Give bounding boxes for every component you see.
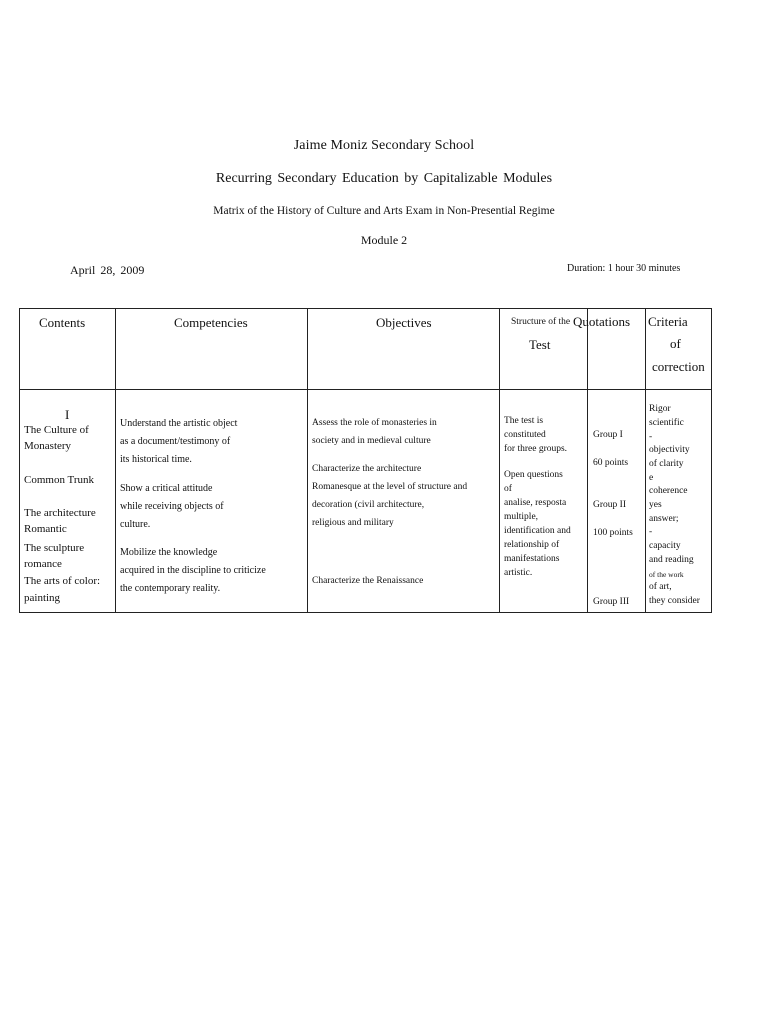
criteria-line: of the work — [649, 570, 684, 579]
criteria-line: capacity — [649, 541, 681, 551]
contents-line: Common Trunk — [24, 474, 94, 486]
criteria-line: coherence — [649, 486, 688, 496]
competencies-line: its historical time. — [120, 454, 192, 465]
exam-date: April 28, 2009 — [70, 263, 145, 277]
module-label: Module 2 — [360, 233, 408, 247]
objectives-line: decoration (civil architecture, — [312, 500, 425, 510]
contents-cell — [20, 390, 116, 613]
criteria-line: of art, — [649, 582, 672, 592]
quotations-line: 60 points — [593, 458, 629, 468]
header-objectives — [308, 309, 500, 390]
exam-matrix-table — [19, 308, 712, 613]
contents-line: The architecture — [24, 507, 96, 519]
exam-duration: Duration: 1 hour 30 minutes — [567, 263, 681, 274]
criteria-line: - — [649, 432, 653, 442]
structure-line: of — [504, 484, 512, 494]
objectives-line: religious and military — [312, 518, 394, 528]
objectives-line: Characterize the Renaissance — [312, 576, 424, 586]
structure-line: analise, resposta — [504, 498, 567, 508]
table-row — [20, 390, 712, 613]
contents-line: painting — [24, 592, 61, 604]
contents-line: Romantic — [24, 523, 67, 535]
competencies-line: as a document/testimony of — [120, 436, 231, 447]
competencies-line: the contemporary reality. — [120, 583, 221, 594]
quotations-line: Group I — [593, 430, 623, 440]
contents-line: The Culture of — [24, 424, 89, 436]
quotations-line: Group III — [593, 597, 630, 607]
objectives-line: Characterize the architecture — [312, 464, 422, 474]
contents-line: The arts of color: — [24, 575, 101, 587]
header-structure-test: Test — [529, 337, 551, 352]
criteria-line: and reading — [649, 555, 694, 565]
objectives-line: society and in medieval culture — [312, 436, 431, 446]
structure-line: identification and — [504, 526, 571, 536]
header-contents — [20, 309, 116, 390]
structure-cell — [500, 390, 588, 613]
quotations-line: 100 points — [593, 528, 633, 538]
structure-line: constituted — [504, 430, 546, 440]
header-quotations — [573, 309, 646, 390]
header-objectives-label: Objectives — [376, 315, 432, 330]
structure-line: The test is — [504, 416, 544, 426]
competencies-line: acquired in the discipline to criticize — [120, 565, 266, 576]
criteria-line: e — [649, 473, 654, 483]
competencies-line: Understand the artistic object — [120, 418, 238, 429]
objectives-line: Assess the role of monasteries in — [312, 418, 437, 428]
criteria-line: yes — [649, 500, 662, 510]
criteria-line: - — [649, 527, 653, 537]
matrix-title: Matrix of the History of Culture and Arts Exam in Non-Presential Regime — [213, 205, 555, 217]
structure-line: for three groups. — [504, 444, 568, 454]
criteria-line: they consider — [649, 596, 700, 606]
contents-line: romance — [24, 558, 62, 570]
quotations-cell — [588, 390, 646, 613]
criteria-line: objectivity — [649, 445, 690, 455]
header-competencies-label: Competencies — [174, 315, 248, 330]
header-criteria-1: Criteria — [648, 314, 688, 329]
competencies-line: Mobilize the knowledge — [120, 547, 218, 558]
objectives-cell — [308, 390, 500, 613]
competencies-cell — [116, 390, 308, 613]
table-header-row — [20, 309, 712, 390]
competencies-line: Show a critical attitude — [120, 483, 213, 494]
contents-line: Monastery — [24, 440, 72, 452]
header-competencies — [116, 309, 308, 390]
header-criteria-2: of — [670, 336, 681, 351]
objectives-line: Romanesque at the level of structure and — [312, 482, 468, 492]
structure-line: Open questions — [504, 470, 563, 480]
header-contents-label: Contents — [39, 315, 86, 330]
program-subtitle: Recurring Secondary Education by Capitalizable Modules — [215, 171, 553, 186]
header-criteria-3: correction — [652, 359, 705, 374]
header-quotations-label: Quotations — [573, 314, 631, 329]
structure-line: artistic. — [504, 568, 533, 578]
header-criteria — [646, 309, 712, 390]
criteria-cell — [646, 390, 712, 613]
structure-line: manifestations — [504, 554, 560, 564]
quotations-line: Group II — [593, 500, 626, 510]
criteria-line: scientific — [649, 418, 684, 428]
criteria-line: Rigor — [649, 404, 671, 414]
header-structure-small: Structure of the — [511, 317, 571, 327]
competencies-line: culture. — [120, 519, 151, 530]
structure-line: multiple, — [504, 512, 539, 522]
competencies-line: while receiving objects of — [120, 501, 224, 512]
criteria-line: answer; — [649, 514, 679, 524]
criteria-line: of clarity — [649, 459, 684, 469]
contents-line: The sculpture — [24, 542, 85, 554]
school-title: Jaime Moniz Secondary School — [293, 138, 475, 153]
structure-line: relationship of — [504, 540, 560, 550]
contents-line: I — [65, 407, 70, 422]
